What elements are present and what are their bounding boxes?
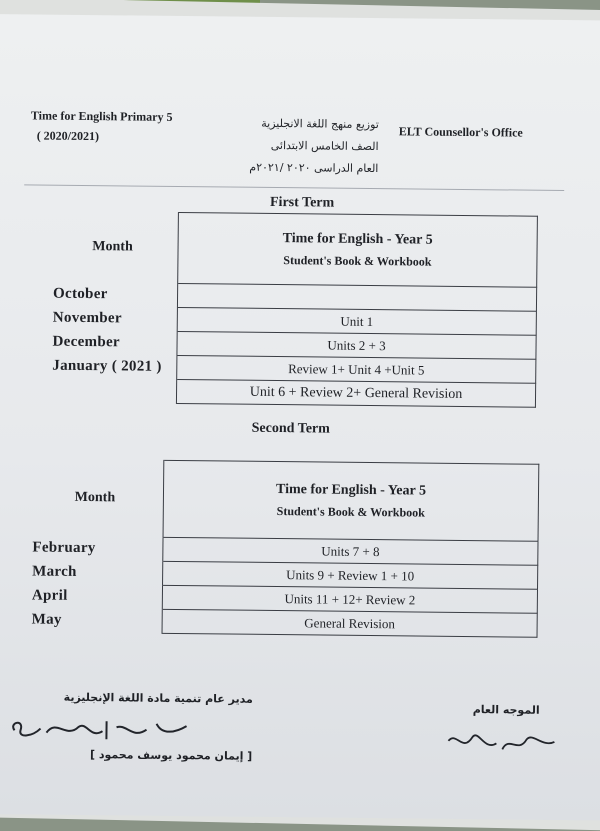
month-cell: May [26,608,163,633]
header-left [31,105,173,146]
content-cell: Unit 1 [177,307,536,335]
month-cell: April [26,584,163,609]
handwritten-signature-right [442,723,562,764]
month-cell: November [47,306,178,331]
table-row [46,378,536,407]
header-ar-grade: الصف الخامس الابتدائى [270,138,379,154]
month-header: Month [47,211,178,283]
month-cell: March [26,560,163,585]
header-ar-title: توزيع منهج اللغة الانجليزية [261,116,379,132]
header-office: ELT Counsellor's Office [398,124,523,140]
header-arabic [208,112,379,180]
book-title: Time for English - Year 5 [282,230,433,248]
month-cell: October [47,282,178,307]
header-book-title: Time for English Primary 5 [30,108,173,124]
content-cell: Units 9 + Review 1 + 10 [163,561,538,589]
first-term-table [46,211,538,408]
signature-right-title: الموجه العام [472,703,540,717]
second-term-title: Second Term [251,420,330,437]
second-term-table [26,458,540,637]
book-header-cell [178,212,538,287]
month-cell [46,378,177,403]
content-cell: Review 1+ Unit 4 +Unit 5 [177,355,536,383]
table-header-row [27,459,539,541]
signature-left-name: [ إيمان محمود يوسف محمود ] [89,748,253,763]
month-cell: January ( 2021 ) [46,354,177,379]
book-subtitle: Student's Book & Workbook [276,503,425,520]
month-cell: February [26,536,163,561]
content-cell: Units 11 + 12+ Review 2 [162,585,537,613]
book-subtitle: Student's Book & Workbook [283,252,432,269]
table-row [26,608,538,637]
book-header-cell [163,460,539,541]
content-cell: Units 2 + 3 [177,331,536,359]
document-page [0,14,600,821]
book-title: Time for English - Year 5 [275,481,427,499]
header-year: ( 2020/2021) [36,128,100,144]
first-term-title: First Term [269,194,335,211]
signature-left-title: مدير عام تنمية مادة اللغة الإنجليزية [63,690,253,706]
header-divider [24,184,564,191]
content-cell: General Revision [162,609,537,637]
table-header-row [47,211,537,287]
content-cell: Units 7 + 8 [163,537,538,565]
header-ar-year: العام الدراسى ٢٠٢٠ /٢٠٢١م [249,160,379,176]
content-cell: Unit 6 + Review 2+ General Revision [176,379,535,407]
month-header: Month [27,459,164,537]
handwritten-signature-left [6,708,206,750]
month-cell: December [46,330,177,355]
